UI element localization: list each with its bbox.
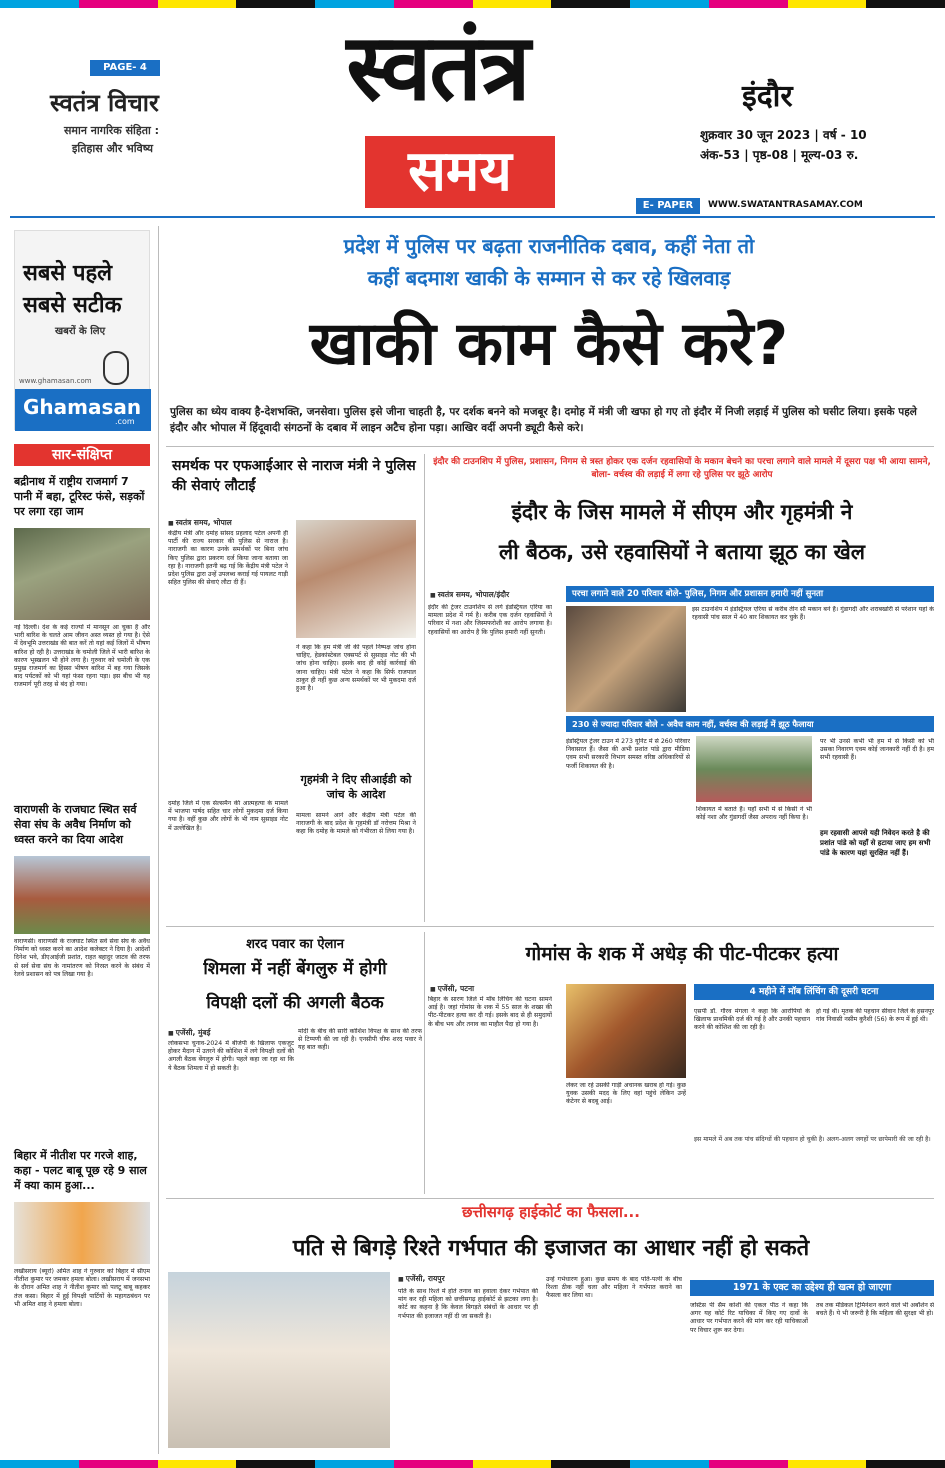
- indore-photo-2: [696, 736, 812, 802]
- sidebar-story-2-title[interactable]: वाराणसी के राजघाट स्थित सर्व सेवा संघ के अवैध निर्माण को ध्वस्त करने का दिया आदेश: [14, 803, 137, 846]
- mob-note: इस मामले में अब तक पांच संदिग्धों की पहचान हो चुकी है। अलग-अलग जगहों पर छापेमारी की जा रही है।: [694, 1136, 931, 1143]
- color-strip-bottom: [0, 1460, 945, 1468]
- website-link[interactable]: WWW.SWATANTRASAMAY.COM: [708, 200, 863, 210]
- pawar-kicker: शरद पवार का ऐलान: [246, 937, 344, 952]
- minister-photo: [296, 520, 416, 638]
- court-bar: 1971 के एक्ट का उद्देश्य ही खत्म हो जाएगा: [690, 1280, 934, 1296]
- logo-bottom: समय: [365, 136, 555, 208]
- mob-body-3: एसपी डॉ. गौरव मंगला ने कहा कि आरोपियों के खिलाफ प्राथमिकी दर्ज की गई है और उनकी पहचान करने की कोशिश की जा रही है।: [694, 1008, 810, 1032]
- lead-intro: पुलिस का ध्येय वाक्य है-देशभक्ति, जनसेवा। पुलिस इसे जीना चाहती है, पर दर्शक बनने को मजबूर है। दमोह में मंत्री जी खफा हो गए तो इंदौर में निजी लड़ाई में पुलिस को घसीट लिया। इसके पहले इंदौर और भोपाल में हिंदूवादी संगठनों के दबाव में लाइन अटैच होना पड़ा। आखिर वर्दी अपनी ड्यूटी कैसे करे।: [170, 406, 917, 434]
- section-title: स्वतंत्र विचार: [50, 89, 159, 117]
- sidebar-story-3-photo: [14, 1202, 150, 1264]
- minister-title[interactable]: समर्थक पर एफआईआर से नाराज मंत्री ने पुलिस की सेवाएं लौटाईं: [172, 458, 416, 494]
- ad-brand-box: [15, 389, 151, 431]
- pawar-headline-2[interactable]: विपक्षी दलों की अगली बैठक: [206, 993, 384, 1013]
- lead-rule: [166, 446, 934, 447]
- mid-divider: [424, 454, 425, 922]
- minister-subtitle: गृहमंत्री ने दिए सीआईडी को जांच के आदेश: [300, 773, 412, 801]
- date-line: शुक्रवार 30 जून 2023 | वर्ष - 10: [700, 128, 867, 142]
- minister-byline: ■ स्वतंत्र समय, भोपाल: [168, 518, 232, 528]
- court-body-1: पति के साथ रिश्ते में होते तनाव का हवाला देकर गर्भपात की मांग कर रही महिला को छत्तीसगढ़ हाईकोर्ट से झटका लगा है। कोर्ट का कहना है कि केवल बिगड़ते संबंधों के आधार पर ही गर्भपात की इजाजत नहीं दी जा सकती है।: [398, 1288, 538, 1320]
- mob-body-4: हो गई थी। मृतक की पहचान सीवान जिले के हसनपुर गांव निवासी नसीम कुरैशी (56) के रूप में हुई थी।: [816, 1008, 934, 1024]
- pawar-body-1: लोकसभा चुनाव-2024 में बीजेपी के खिलाफ एकजुट होकर मैदान में उतरने की कोशिश में लगे विपक्षी दलों की अगली बैठक बेंगलुरु में होगी। पहले कहा जा रहा था कि ये बैठक शिमला में हो सकती है।: [168, 1040, 294, 1072]
- indore-byline: ■ स्वतंत्र समय, भोपाल/इंदौर: [430, 590, 509, 600]
- ghamasan-ad[interactable]: [14, 230, 150, 430]
- lower-divider: [424, 932, 425, 1194]
- mob-photo: [566, 984, 686, 1078]
- sidebar-story-3-body: लखीसराय (ब्यूरो) अमित शाह ने गुरुवार को बिहार में सीएम नीतीश कुमार पर जमकर हमला बोला। लखीसराय में जनसभा के दौरान अमित शाह ने नीतीश कुमार को पलटू बाबू कहकर तंज कसा। बिहार में हुई विपक्षी पार्टियों के महागठबंधन पर भी अमित शाह ने हमला बोला।: [14, 1268, 150, 1308]
- court-rule: [166, 1198, 934, 1199]
- indore-body-1: इंदौर की ट्रेजर टाउनशिप से लगे इंडस्ट्रियल एरिया का मामला प्रदेश में गर्म है। करीब एक दर्जन रहवासियों ने परिवार में नशा और जिस्मफरोशी का आरोप लगाया है। रहवासियों का आरोप है कि पुलिस हमारी नहीं सुनती।: [428, 604, 552, 636]
- pawar-byline: ■ एजेंसी, मुंबई: [168, 1028, 210, 1038]
- minister-body-2: ने कहा कि हम मंत्री जी की पहले निष्पक्ष जांच होना चाहिए, हेडकांस्टेबल एक्सपर्ट से सुसाइड नोट की भी जांच होना चाहिए। इसके बाद ही कोई कार्रवाई की जाना चाहिए। मंत्री पटेल ने कहा कि सिर्फ राजपाल ठाकुर ही नहीं कुछ अन्य समर्थकों पर भी मुकदमा दर्ज हुआ है।: [296, 644, 416, 693]
- indore-bar-2-bold: हम रहवासी आपसे यही निवेदन करते है की प्रशांत पांडे को यहाँ से हटाया जाए हम सभी पांडे के कारण यहां सुरक्षित नहीं हैं।: [820, 829, 931, 857]
- sidebar-story-2-photo: [14, 856, 150, 934]
- minister-body-3: मामला सामने आने और केंद्रीय मंत्री पटेल की नाराजगी के बाद प्रदेश के गृहमंत्री डॉ नरोत्तम मिश्रा ने कहा कि दमोह के मामले को गंभीरता से लिया गया है।: [296, 812, 416, 836]
- indore-photo-1: [566, 606, 686, 712]
- mouse-icon: [103, 351, 129, 385]
- lead-kicker-1: प्रदेश में पुलिस पर बढ़ता राजनीतिक दबाव, कहीं नेता तो: [343, 234, 755, 258]
- section-subtitle-2: इतिहास और भविष्य: [72, 142, 154, 155]
- ad-brand-sub: .com: [115, 417, 135, 426]
- ad-line-1: सबसे पहले: [23, 261, 113, 286]
- court-body-3: जस्टिस पी सैम कोशी की एकल पीठ ने कहा कि अगर यह कोर्ट रिट याचिका में किए गए दावों के आधार पर गर्भपात करने की मांग कर रही याचिकाओं पर विचार शुरू कर देगा।: [690, 1302, 808, 1334]
- section-subtitle-1: समान नागरिक संहिता :: [64, 124, 160, 137]
- pawar-body-2: मोदी के बीच की सारी कोशिश विपक्ष के साथ की तरफ से टिप्पणी की जा रही है। एनसीपी चीफ शरद पवार ने यह बात कही।: [298, 1028, 422, 1052]
- sidebar-story-3-title[interactable]: बिहार में नीतीश पर गरजे शाह, कहा - पलट बाबू पूछ रहे 9 साल में क्या काम हुआ...: [14, 1149, 147, 1192]
- indore-bar-2: 230 से ज्यादा परिवार बोले - अवैध काम नहीं, वर्चस्व की लड़ाई में झूठ फैलाया: [566, 716, 934, 732]
- court-kicker: छत्तीसगढ़ हाईकोर्ट का फैसला...: [462, 1203, 640, 1221]
- epaper-label: E- PAPER: [636, 198, 700, 214]
- logo-top: स्वतंत्र: [346, 14, 529, 121]
- sidebar-divider: [158, 226, 159, 1454]
- indore-bar-1: परचा लगाने वाले 20 परिवार बोले- पुलिस, निगम और प्रशासन हमारी नहीं सुनता: [566, 586, 934, 602]
- mob-body-2: लेकर जा रहे उसकी गाड़ी अचानक खराब हो गई। कुछ युवक उसकी मदद के लिए वहां पहुंचे लेकिन उन्हें कंटेनर से बदबू आई।: [566, 1082, 686, 1106]
- indore-red-kicker: इंदौर की टाउनशिप में पुलिस, प्रशासन, निगम से त्रस्त होकर एक दर्जन रहवासियों के मकान बेचने का परचा लगाने वाले मामले में दूसरा पक्ष भी आया सामने, बोला- वर्चस्व की लड़ाई में लगा रहे पुलिस पर झूठे आरोप: [433, 457, 931, 480]
- page-label: PAGE- 4: [90, 60, 160, 76]
- mob-blue-bar: 4 महीने में मॉब लिंचिंग की दूसरी घटना: [694, 984, 934, 1000]
- sidebar-story-2-body: वाराणसी। वाराणसी के राजघाट स्थित सर्व सेवा संघ के अवैध निर्माण को ध्वस्त करने का आदेश कलेक्टर ने दिया है। आदेशों दिनेश भवे, डीएआईजी प्रशांत, राहत बहादुर जाटव की तरफ से सर्व सेवा संघ के नामांतरण को निरस्त करने के संबंध में रेलवे प्रशासन को पत्र लिखा गया है।: [14, 938, 150, 978]
- sidebar-story-1-photo: [14, 528, 150, 620]
- ad-line-3: खबरों के लिए: [55, 326, 106, 337]
- court-body-4: तब तक मेडिकल ट्रिमिनेशन करने वाले भी अबॉर्शन से बचते हैं। ये भी जरूरी है कि महिला की सुरक्षा भी हो।: [816, 1302, 934, 1318]
- indore-bar-1-body: इस टाउनशिप में इंडस्ट्रियल एरिया से करीब तीन सौ मकान बने हैं। गुंडागर्दी और शराबखोरी से परेशान यहां के रहवासी पांच साल में 40 बार शिकायत कर चुके हैं।: [692, 606, 934, 622]
- court-headline[interactable]: पति से बिगड़े रिश्ते गर्भपात की इजाजत का आधार नहीं हो सकते: [292, 1236, 810, 1261]
- indore-bar-2-body: इंडस्ट्रियल ट्रेजर टाउन में 273 यूनिट में से 260 परिवार निवासरत हैं। जैसा की अभी प्रशांत पांडे द्वारा मीडिया एवम सभी सरकारी विभाग समस्त वरिष्ठ अधिकारियों से फर्जी शिकायत की है।: [566, 738, 690, 770]
- minister-body-4: दमोह जिले में एक सेल्समैन की आत्महत्या के मामले में भाजपा पार्षद सहित चार लोगों मुकदमा दर्ज किया गया है। वहीं कुछ और लोगों के भी नाम सुसाइड नोट में उल्लेखित है।: [168, 800, 288, 832]
- issue-line: अंक-53 | पृष्ठ-08 | मूल्य-03 रु.: [700, 148, 859, 162]
- minister-body-1: केंद्रीय मंत्री और दमोह सांसद प्रहलाद पटेल अपनी ही पार्टी की राज्य सरकार की पुलिस से नाराज है। नाराजगी का कारण उनके समर्थकों पर बिना जांच किए पुलिस द्वारा प्रकरण दर्ज किया जाना बताया जा रहा है। नाराजगी इतनी बढ़ गई कि केंद्रीय मंत्री पटेल ने प्रदेश पुलिस द्वारा उन्हें उपलब्ध कराई गई पायलट गाड़ी सहित पुलिस की सेवाएं लौटा दी हैं।: [168, 530, 288, 587]
- pawar-headline-1[interactable]: शिमला में नहीं बेंगलुरु में होगी: [203, 959, 387, 979]
- court-body-2: उन्हें गर्भधारण हुआ। कुछ समय के बाद पति-पत्नी के बीच रिश्ता ठीक नहीं चला और महिला ने गर्भपात कराने का फैसला कर लिया था।: [546, 1276, 682, 1300]
- lead-kicker-2: कहीं बदमाश खाकी के सम्मान से कर रहे खिलवाड़: [367, 266, 731, 290]
- logo: [245, 8, 630, 208]
- sidebar-story-1-body: नई दिल्ली। देश के कई राज्यों में मानसून आ चुका है और भारी बारिश के चलते आम जीवन अस्त व्यस्त हो गया है। ऐसे में देवभूमि उत्तराखंड की बात करें तो यहां कई जिलों में भीषण बारिश हो रही है। उत्तराखंड के चमोली जिले में भारी बारिश के कारण भूस्खलन भी होने लगा है। गुरुवार को चमोली के एक प्रमुख राजमार्ग का हिस्सा भीषण बारिश में बह गया जिसके बाद पर्यटकों को भी यहां फंसा रहना पड़ा। इस बीच भी यह राजमार्ग पूरी तरह से बंद हो गया।: [14, 624, 150, 689]
- mid-rule: [166, 926, 934, 927]
- color-strip-top: [0, 0, 945, 8]
- indore-headline-2[interactable]: ली बैठक, उसे रहवासियों ने बताया झूठ का खेल: [498, 540, 865, 564]
- court-photo: [168, 1272, 390, 1448]
- ad-url: www.ghamasan.com: [19, 377, 92, 385]
- sidebar-header: सार-संक्षिप्त: [14, 444, 150, 466]
- ad-brand: Ghamasan: [23, 395, 142, 419]
- indore-headline-1[interactable]: इंदौर के जिस मामले में सीएम और गृहमंत्री ने: [511, 500, 853, 524]
- court-byline: ■ एजेंसी, रायपुर: [398, 1274, 445, 1284]
- mob-byline: ■ एजेंसी, पटना: [430, 984, 474, 994]
- ad-line-2: सबसे सटीक: [23, 293, 122, 318]
- sidebar-story-1-title[interactable]: बद्रीनाथ में राष्ट्रीय राजमार्ग 7 पानी में बहा, टूरिस्ट फंसे, सड़कों पर लगा रहा जाम: [14, 475, 145, 518]
- masthead-rule: [10, 216, 935, 218]
- lead-headline[interactable]: खाकी काम कैसे करे?: [309, 309, 789, 379]
- city-name: इंदौर: [742, 79, 793, 114]
- mob-headline[interactable]: गोमांस के शक में अधेड़ की पीट-पीटकर हत्या: [525, 943, 839, 965]
- indore-bar-2-body-2: शिकायत में बताते हैं। यहाँ सभी में से किसी ने भी कोई नशा और गुंडागर्दी जैसा अपराध नहीं किया है।: [696, 806, 812, 822]
- indore-bar-2-body-3: पर भी उनसे कभी भी हम में से किसी को भी उसका निवारण एवम कोई जानकारी नहीं दी है। हम सभी रहवासी हैं।: [820, 738, 934, 762]
- mob-body-1: बिहार के सारण जिले में मॉब लिंचिंग की घटना सामने आई है। जहां गोमांस के शक में 55 साल के शख्स की पीट-पीटकर हत्या कर दी गई। इसके बाद से ही समुदायों के बीच भय और तनाव का माहौल पैदा हो गया है।: [428, 996, 552, 1028]
